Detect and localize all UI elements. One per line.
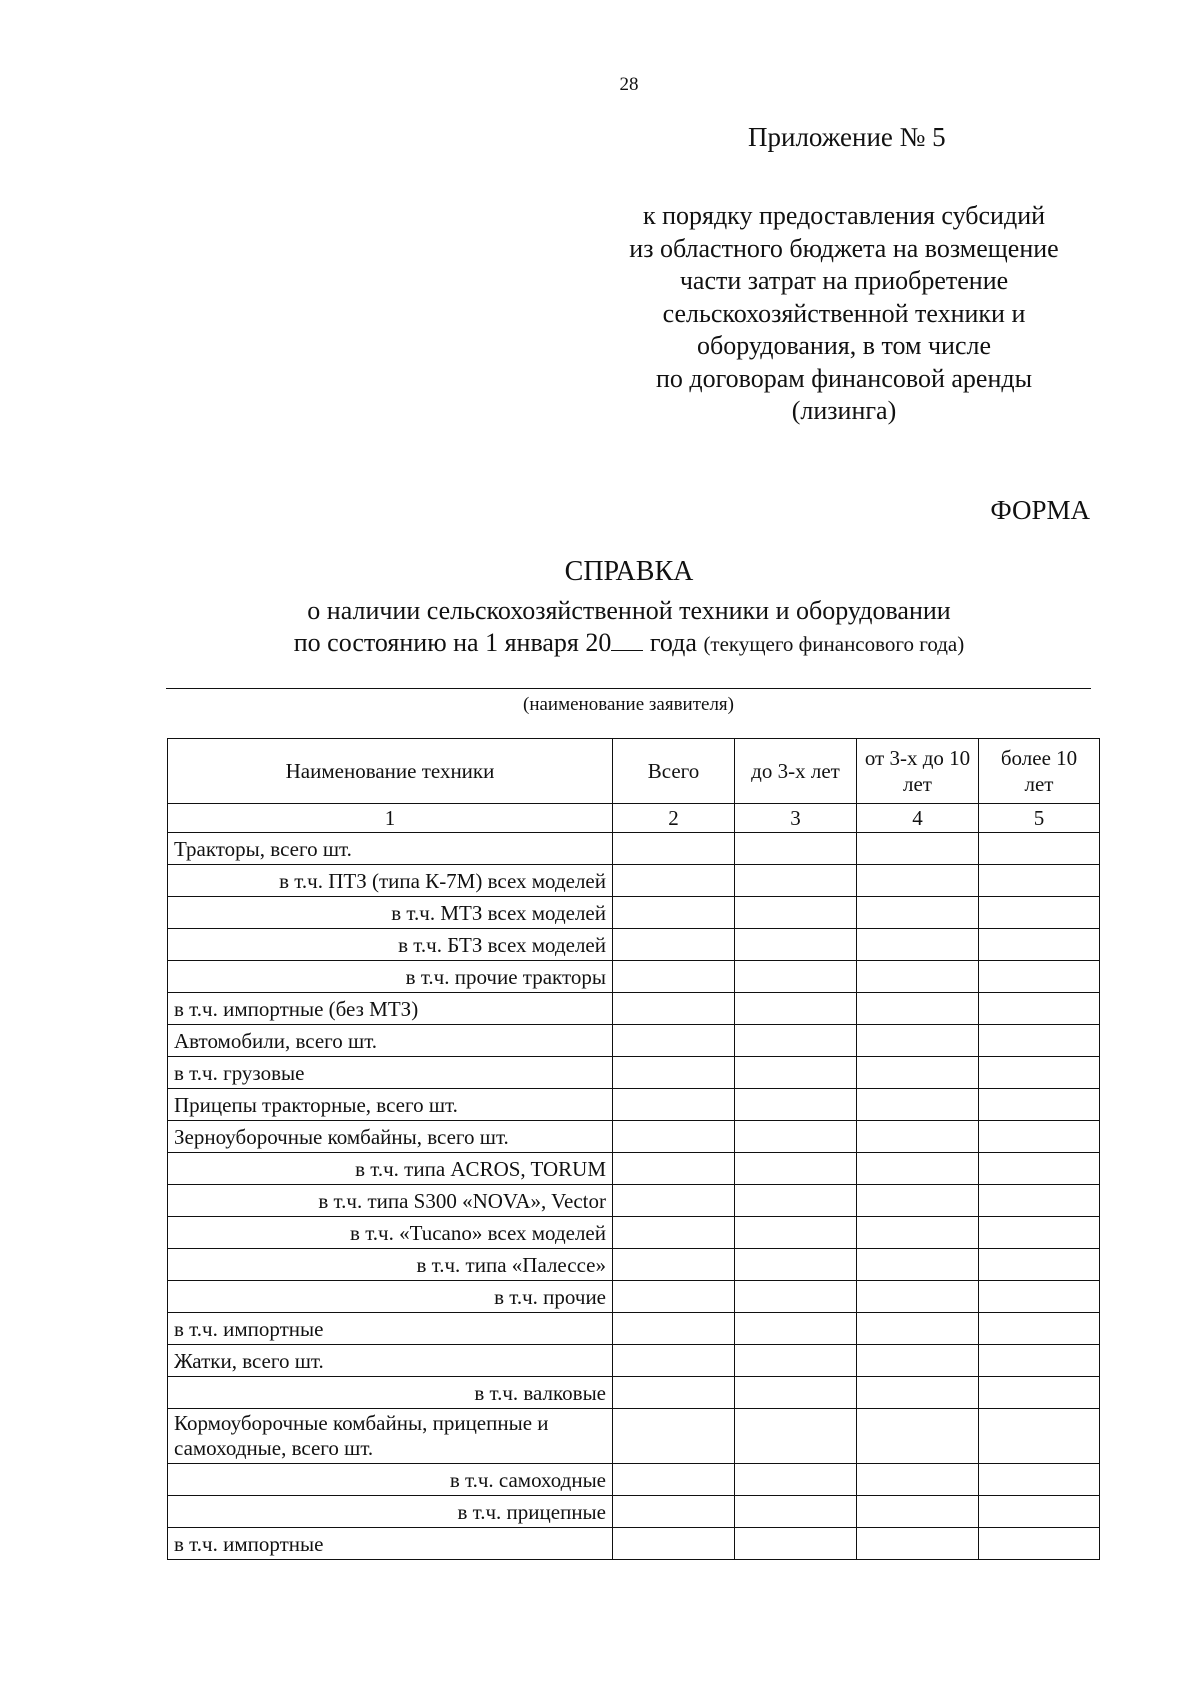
equipment-name-cell: в т.ч. типа ACROS, TORUM: [168, 1153, 613, 1185]
equipment-name-cell: Зерноуборочные комбайны, всего шт.: [168, 1121, 613, 1153]
cell-over-10-years[interactable]: [979, 929, 1100, 961]
cell-under-3-years[interactable]: [735, 1249, 857, 1281]
cell-total[interactable]: [613, 1464, 735, 1496]
cell-total[interactable]: [613, 1121, 735, 1153]
cell-over-10-years[interactable]: [979, 1121, 1100, 1153]
cell-under-3-years[interactable]: [735, 897, 857, 929]
header-over-10-years: более 10 лет: [979, 739, 1100, 804]
cell-total[interactable]: [613, 1345, 735, 1377]
cell-3-to-10-years[interactable]: [857, 929, 979, 961]
document-title: СПРАВКА: [564, 556, 694, 587]
cell-over-10-years[interactable]: [979, 1025, 1100, 1057]
equipment-name-cell: Жатки, всего шт.: [168, 1345, 613, 1377]
cell-3-to-10-years[interactable]: [857, 1185, 979, 1217]
header-equipment-name: Наименование техники: [168, 739, 613, 804]
subtitle-date-suffix: года: [649, 628, 697, 657]
cell-over-10-years[interactable]: [979, 1185, 1100, 1217]
table-row: [168, 993, 1100, 1025]
cell-3-to-10-years[interactable]: [857, 865, 979, 897]
cell-total[interactable]: [613, 1377, 735, 1409]
table-row: [168, 1057, 1100, 1089]
cell-under-3-years[interactable]: [735, 1496, 857, 1528]
table-row: [168, 1409, 1100, 1464]
subtitle-fiscal-note: (текущего финансового года): [703, 632, 965, 656]
equipment-table: [167, 738, 1100, 1560]
header-3-to-10-years: от 3-х до 10 лет: [857, 739, 979, 804]
cell-total[interactable]: [613, 833, 735, 865]
cell-under-3-years[interactable]: [735, 961, 857, 993]
table-row: [168, 1345, 1100, 1377]
column-number: 3: [735, 804, 857, 833]
cell-total[interactable]: [613, 1313, 735, 1345]
equipment-name-cell: Прицепы тракторные, всего шт.: [168, 1089, 613, 1121]
table-row: [168, 1217, 1100, 1249]
table-row: [168, 1025, 1100, 1057]
cell-over-10-years[interactable]: [979, 1153, 1100, 1185]
cell-total[interactable]: [613, 1025, 735, 1057]
cell-under-3-years[interactable]: [735, 1345, 857, 1377]
cell-over-10-years[interactable]: [979, 1528, 1100, 1560]
column-number-row: [168, 804, 1100, 833]
cell-under-3-years[interactable]: [735, 1409, 857, 1464]
cell-total[interactable]: [613, 1496, 735, 1528]
table-row: [168, 1528, 1100, 1560]
appendix-desc-line: по договорам финансовой аренды: [655, 363, 1033, 393]
equipment-name-cell: Тракторы, всего шт.: [168, 833, 613, 865]
table-row: [168, 1121, 1100, 1153]
table-row: [168, 1249, 1100, 1281]
cell-total[interactable]: [613, 1281, 735, 1313]
appendix-desc-line: сельскохозяйственной техники и: [662, 298, 1026, 328]
table-row: [168, 1185, 1100, 1217]
header-total: Всего: [613, 739, 735, 804]
cell-3-to-10-years[interactable]: [857, 1025, 979, 1057]
equipment-name-cell: в т.ч. самоходные: [168, 1464, 613, 1496]
cell-3-to-10-years[interactable]: [857, 897, 979, 929]
cell-under-3-years[interactable]: [735, 1057, 857, 1089]
cell-3-to-10-years[interactable]: [857, 961, 979, 993]
equipment-name-cell: в т.ч. грузовые: [168, 1057, 613, 1089]
cell-over-10-years[interactable]: [979, 1377, 1100, 1409]
appendix-desc-line: части затрат на приобретение: [679, 266, 1009, 295]
page-number: 28: [619, 74, 639, 95]
table-row: [168, 929, 1100, 961]
form-label: ФОРМА: [990, 495, 1090, 525]
column-number: 2: [613, 804, 735, 833]
table-row: [168, 833, 1100, 865]
cell-under-3-years[interactable]: [735, 1089, 857, 1121]
table-row: [168, 1089, 1100, 1121]
cell-3-to-10-years[interactable]: [857, 1377, 979, 1409]
cell-3-to-10-years[interactable]: [857, 1249, 979, 1281]
cell-over-10-years[interactable]: [979, 961, 1100, 993]
equipment-name-cell: в т.ч. «Tucano» всех моделей: [168, 1217, 613, 1249]
equipment-name-cell: в т.ч. прочие: [168, 1281, 613, 1313]
cell-over-10-years[interactable]: [979, 833, 1100, 865]
cell-over-10-years[interactable]: [979, 1313, 1100, 1345]
equipment-name-cell: в т.ч. БТЗ всех моделей: [168, 929, 613, 961]
table-header-row: [168, 739, 1100, 804]
table-row: [168, 1313, 1100, 1345]
equipment-name-cell: Кормоуборочные комбайны, прицепные и самоходные, всего шт.: [168, 1409, 613, 1464]
table-row: [168, 1496, 1100, 1528]
cell-over-10-years[interactable]: [979, 1464, 1100, 1496]
appendix-title: Приложение № 5: [748, 122, 946, 152]
equipment-name-cell: в т.ч. валковые: [168, 1377, 613, 1409]
cell-over-10-years[interactable]: [979, 1345, 1100, 1377]
appendix-description: [582, 200, 1106, 428]
cell-3-to-10-years[interactable]: [857, 1464, 979, 1496]
appendix-desc-line: (лизинга): [791, 396, 897, 425]
cell-3-to-10-years[interactable]: [857, 1153, 979, 1185]
appendix-desc-line: из областного бюджета на возмещение: [629, 233, 1059, 263]
cell-under-3-years[interactable]: [735, 833, 857, 865]
cell-total[interactable]: [613, 1185, 735, 1217]
cell-over-10-years[interactable]: [979, 1281, 1100, 1313]
cell-over-10-years[interactable]: [979, 1057, 1100, 1089]
cell-under-3-years[interactable]: [735, 1153, 857, 1185]
cell-3-to-10-years[interactable]: [857, 1313, 979, 1345]
header-under-3-years: до 3-х лет: [735, 739, 857, 804]
equipment-name-cell: в т.ч. прочие тракторы: [168, 961, 613, 993]
cell-3-to-10-years[interactable]: [857, 1121, 979, 1153]
cell-over-10-years[interactable]: [979, 897, 1100, 929]
cell-under-3-years[interactable]: [735, 929, 857, 961]
cell-total[interactable]: [613, 1409, 735, 1464]
applicant-caption: (наименование заявителя): [523, 694, 734, 715]
cell-under-3-years[interactable]: [735, 1217, 857, 1249]
column-number: 1: [168, 804, 613, 833]
cell-under-3-years[interactable]: [735, 1377, 857, 1409]
cell-total[interactable]: [613, 1528, 735, 1560]
cell-total[interactable]: [613, 1217, 735, 1249]
year-blank-field[interactable]: [611, 628, 643, 651]
cell-3-to-10-years[interactable]: [857, 1528, 979, 1560]
cell-under-3-years[interactable]: [735, 1121, 857, 1153]
document-subtitle: [0, 595, 1200, 660]
cell-total[interactable]: [613, 1153, 735, 1185]
table-row: [168, 961, 1100, 993]
cell-total[interactable]: [613, 1249, 735, 1281]
cell-3-to-10-years[interactable]: [857, 1281, 979, 1313]
cell-over-10-years[interactable]: [979, 1496, 1100, 1528]
cell-3-to-10-years[interactable]: [857, 833, 979, 865]
cell-over-10-years[interactable]: [979, 865, 1100, 897]
equipment-name-cell: в т.ч. типа «Палессе»: [168, 1249, 613, 1281]
cell-over-10-years[interactable]: [979, 1249, 1100, 1281]
cell-under-3-years[interactable]: [735, 865, 857, 897]
cell-total[interactable]: [613, 1089, 735, 1121]
cell-3-to-10-years[interactable]: [857, 993, 979, 1025]
cell-3-to-10-years[interactable]: [857, 1217, 979, 1249]
subtitle-line-2: [0, 627, 1200, 660]
cell-over-10-years[interactable]: [979, 1409, 1100, 1464]
cell-over-10-years[interactable]: [979, 1089, 1100, 1121]
cell-3-to-10-years[interactable]: [857, 1345, 979, 1377]
equipment-name-cell: в т.ч. типа S300 «NOVA», Vector: [168, 1185, 613, 1217]
cell-3-to-10-years[interactable]: [857, 1409, 979, 1464]
cell-under-3-years[interactable]: [735, 1313, 857, 1345]
equipment-name-cell: в т.ч. прицепные: [168, 1496, 613, 1528]
cell-3-to-10-years[interactable]: [857, 1496, 979, 1528]
appendix-desc-line: к порядку предоставления субсидий: [642, 201, 1046, 230]
equipment-name-cell: в т.ч. ПТЗ (типа К-7М) всех моделей: [168, 865, 613, 897]
table-row: [168, 1153, 1100, 1185]
applicant-name-line[interactable]: [166, 688, 1091, 689]
cell-over-10-years[interactable]: [979, 1217, 1100, 1249]
subtitle-date-prefix: по состоянию на 1 января 20: [293, 628, 612, 657]
cell-3-to-10-years[interactable]: [857, 1057, 979, 1089]
table-row: [168, 1281, 1100, 1313]
cell-over-10-years[interactable]: [979, 993, 1100, 1025]
table-row: [168, 865, 1100, 897]
cell-3-to-10-years[interactable]: [857, 1089, 979, 1121]
cell-under-3-years[interactable]: [735, 993, 857, 1025]
cell-total[interactable]: [613, 865, 735, 897]
cell-under-3-years[interactable]: [735, 1281, 857, 1313]
equipment-name-cell: в т.ч. импортные (без МТЗ): [168, 993, 613, 1025]
appendix-desc-line: оборудования, в том числе: [696, 331, 992, 360]
equipment-name-cell: в т.ч. импортные: [168, 1313, 613, 1345]
table-row: [168, 1377, 1100, 1409]
cell-total[interactable]: [613, 993, 735, 1025]
table-row: [168, 1464, 1100, 1496]
cell-total[interactable]: [613, 929, 735, 961]
cell-under-3-years[interactable]: [735, 1464, 857, 1496]
column-number: 5: [979, 804, 1100, 833]
subtitle-line-1: о наличии сельскохозяйственной техники и оборудовании: [307, 596, 951, 625]
equipment-name-cell: Автомобили, всего шт.: [168, 1025, 613, 1057]
cell-total[interactable]: [613, 961, 735, 993]
cell-under-3-years[interactable]: [735, 1185, 857, 1217]
cell-under-3-years[interactable]: [735, 1528, 857, 1560]
equipment-name-cell: в т.ч. МТЗ всех моделей: [168, 897, 613, 929]
table-row: [168, 897, 1100, 929]
cell-total[interactable]: [613, 897, 735, 929]
cell-total[interactable]: [613, 1057, 735, 1089]
column-number: 4: [857, 804, 979, 833]
equipment-name-cell: в т.ч. импортные: [168, 1528, 613, 1560]
cell-under-3-years[interactable]: [735, 1025, 857, 1057]
